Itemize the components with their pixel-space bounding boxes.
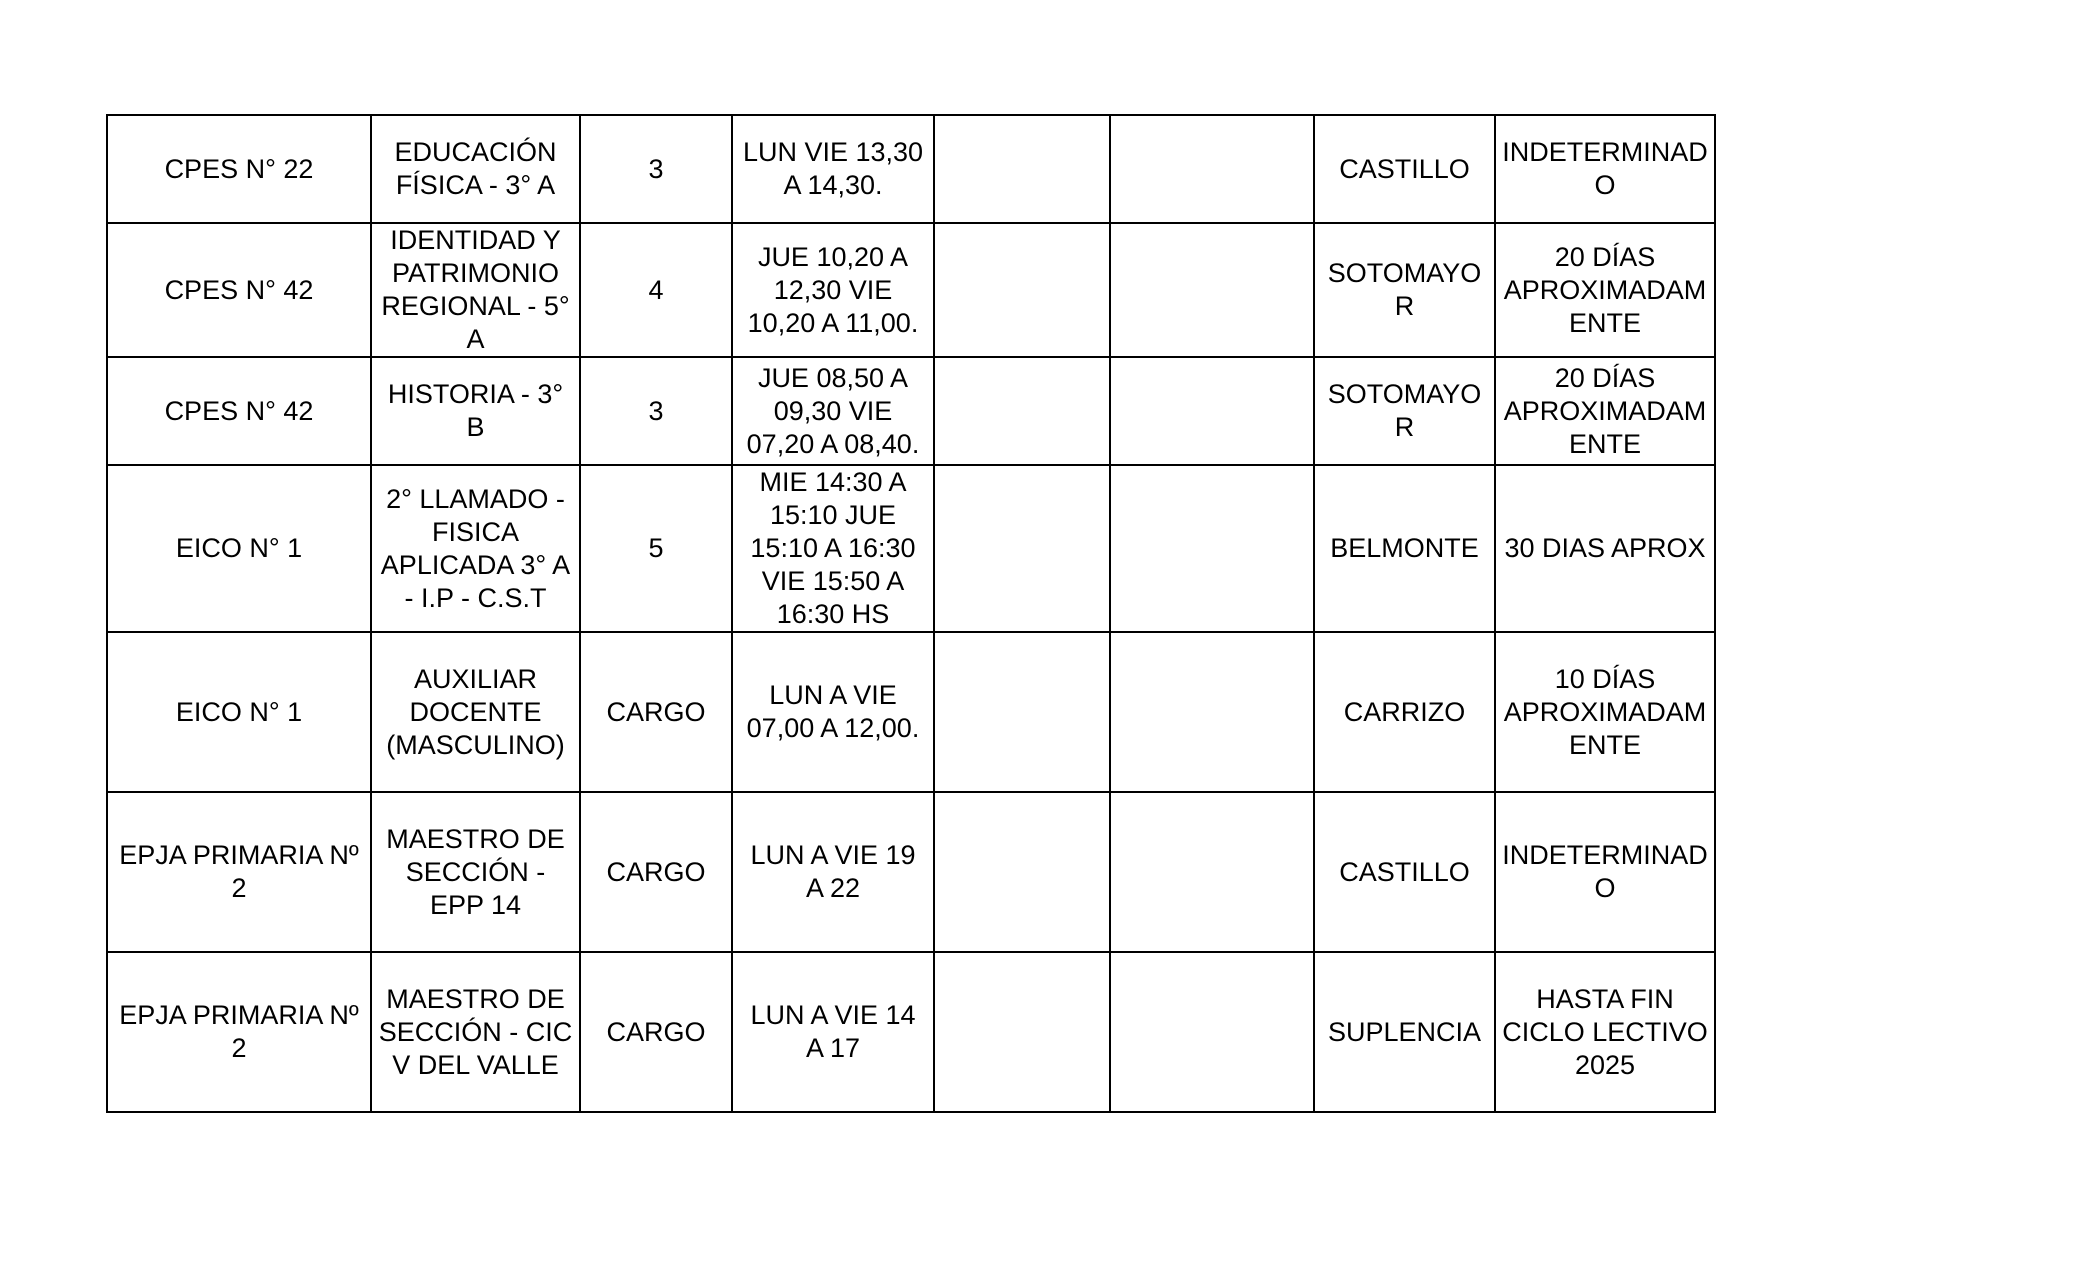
subject-cell: MAESTRO DE SECCIÓN - CIC V DEL VALLE <box>371 952 580 1112</box>
duration-cell: 10 DÍAS APROXIMADAM ENTE <box>1495 632 1715 792</box>
table-row <box>107 357 1715 465</box>
hours-cell: CARGO <box>580 632 732 792</box>
school-cell: EPJA PRIMARIA Nº 2 <box>107 952 371 1112</box>
name-cell: CARRIZO <box>1314 632 1495 792</box>
schedule-cell: LUN A VIE 19 A 22 <box>732 792 934 952</box>
school-cell: CPES N° 42 <box>107 357 371 465</box>
subject-cell: 2° LLAMADO - FISICA APLICADA 3° A - I.P - C.S.T <box>371 465 580 632</box>
schedule-cell: JUE 10,20 A 12,30 VIE 10,20 A 11,00. <box>732 223 934 357</box>
table-row <box>107 952 1715 1112</box>
subject-cell: IDENTIDAD Y PATRIMONIO REGIONAL - 5° A <box>371 223 580 357</box>
empty-cell <box>934 632 1110 792</box>
empty-cell <box>934 465 1110 632</box>
duration-cell: INDETERMINAD O <box>1495 792 1715 952</box>
empty-cell <box>1110 115 1314 223</box>
hours-cell: 5 <box>580 465 732 632</box>
table-row <box>107 632 1715 792</box>
empty-cell <box>934 357 1110 465</box>
school-cell: CPES N° 42 <box>107 223 371 357</box>
school-cell: EICO N° 1 <box>107 632 371 792</box>
duration-cell: 30 DIAS APROX <box>1495 465 1715 632</box>
name-cell: SUPLENCIA <box>1314 952 1495 1112</box>
hours-cell: 3 <box>580 357 732 465</box>
empty-cell <box>934 223 1110 357</box>
duration-cell: HASTA FIN CICLO LECTIVO 2025 <box>1495 952 1715 1112</box>
schedule-cell: LUN A VIE 07,00 A 12,00. <box>732 632 934 792</box>
duration-cell: 20 DÍAS APROXIMADAM ENTE <box>1495 357 1715 465</box>
subject-cell: HISTORIA - 3° B <box>371 357 580 465</box>
table-row <box>107 792 1715 952</box>
empty-cell <box>1110 223 1314 357</box>
empty-cell <box>1110 357 1314 465</box>
empty-cell <box>934 115 1110 223</box>
subject-cell: AUXILIAR DOCENTE (MASCULINO) <box>371 632 580 792</box>
hours-cell: 4 <box>580 223 732 357</box>
table-row <box>107 115 1715 223</box>
schedule-cell: LUN A VIE 14 A 17 <box>732 952 934 1112</box>
name-cell: CASTILLO <box>1314 792 1495 952</box>
hours-cell: 3 <box>580 115 732 223</box>
duration-cell: INDETERMINAD O <box>1495 115 1715 223</box>
schedule-cell: JUE 08,50 A 09,30 VIE 07,20 A 08,40. <box>732 357 934 465</box>
vacancies-table <box>106 114 1716 1113</box>
name-cell: CASTILLO <box>1314 115 1495 223</box>
schedule-cell: LUN VIE 13,30 A 14,30. <box>732 115 934 223</box>
school-cell: EPJA PRIMARIA Nº 2 <box>107 792 371 952</box>
schedule-cell: MIE 14:30 A 15:10 JUE 15:10 A 16:30 VIE 15:50 A 16:30 HS <box>732 465 934 632</box>
name-cell: BELMONTE <box>1314 465 1495 632</box>
duration-cell: 20 DÍAS APROXIMADAM ENTE <box>1495 223 1715 357</box>
empty-cell <box>934 792 1110 952</box>
name-cell: SOTOMAYO R <box>1314 357 1495 465</box>
empty-cell <box>1110 952 1314 1112</box>
empty-cell <box>1110 632 1314 792</box>
table-row <box>107 223 1715 357</box>
school-cell: EICO N° 1 <box>107 465 371 632</box>
subject-cell: MAESTRO DE SECCIÓN - EPP 14 <box>371 792 580 952</box>
empty-cell <box>1110 465 1314 632</box>
empty-cell <box>1110 792 1314 952</box>
school-cell: CPES N° 22 <box>107 115 371 223</box>
name-cell: SOTOMAYO R <box>1314 223 1495 357</box>
empty-cell <box>934 952 1110 1112</box>
subject-cell: EDUCACIÓN FÍSICA - 3° A <box>371 115 580 223</box>
hours-cell: CARGO <box>580 952 732 1112</box>
hours-cell: CARGO <box>580 792 732 952</box>
table-row <box>107 465 1715 632</box>
